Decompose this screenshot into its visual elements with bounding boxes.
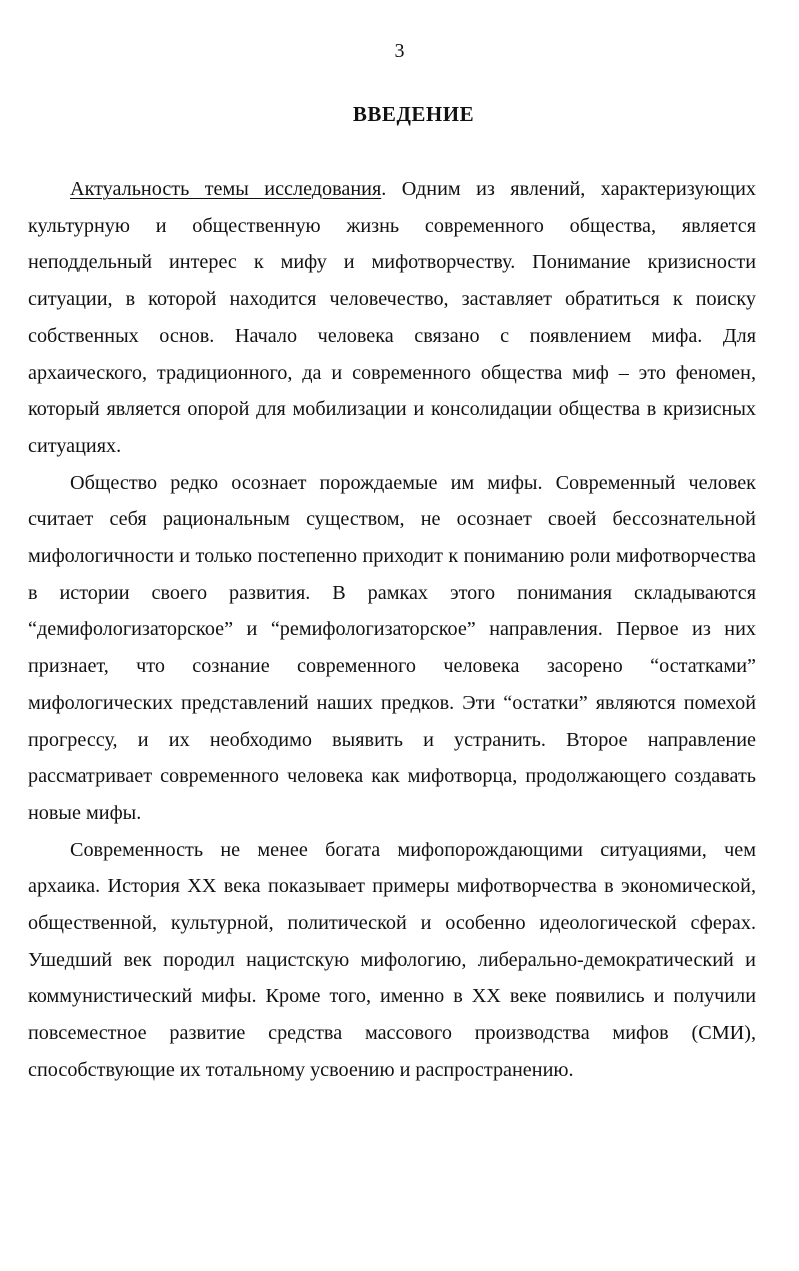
section-title: ВВЕДЕНИЕ — [352, 102, 475, 126]
paragraph-society-myths: Общество редко осознает порождаемые им мифы. Современный человек считает себя рациональным существом, не осознает своей бессознательной мифологичности и только постепенно приходит к пониманию роли мифотворчества в истории своего развития. В рамках этого понимания складываются “демифологизаторское” и “ремифологизаторское” направления. Первое из них признает, что сознание современного человека засорено “остатками” мифологических представлений наших предков. Эти “остатки” являются помехой прогрессу, и их необходимо выявить и устранить. Второе направление рассматривает современного человека как мифотворца, продолжающего создавать новые мифы. — [28, 471, 756, 824]
paragraph-modernity: Современность не менее богата мифопорождающими ситуациями, чем архаика. История XX века показывает примеры мифотворчества в экономической, общественной, культурной, политической и особенно идеологической сферах. Ушедший век породил нацистскую мифологию, либерально-демократический и коммунистический мифы. Кроме того, именно в XX веке появились и получили повсеместное развитие средства массового производства мифов (СМИ), способствующие их тотальному усвоению и распространению. — [28, 838, 756, 1081]
relevance-heading: Актуальность темы исследования — [70, 178, 382, 200]
paragraph-text: . Одним из явлений, характеризующих культурную и общественную жизнь современного общества, является неподдельный интерес к мифу и мифотворчеству. Понимание кризисности ситуации, в которой находится человечество, заставляет обратиться к поиску собственных основ. Начало человека связано с появлением мифа. Для архаического, традиционного, да и современного общества миф – это феномен, который является опорой для мобилизации и консолидации общества в кризисных ситуациях. — [28, 178, 756, 457]
page-number: 3 — [394, 40, 405, 62]
paragraph-relevance — [28, 171, 756, 465]
document-body — [28, 171, 756, 1089]
